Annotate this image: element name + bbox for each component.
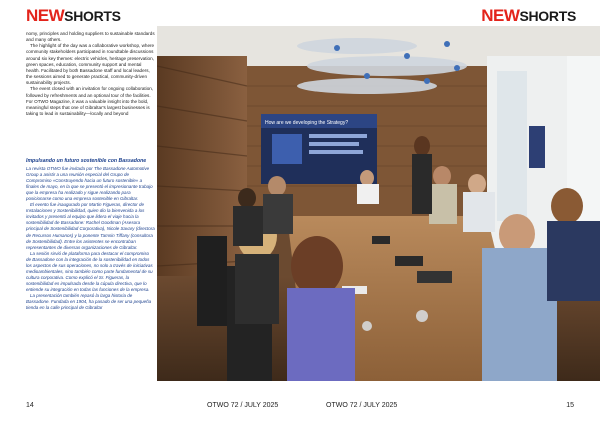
page-number-right: 15 bbox=[566, 402, 574, 409]
issue-label-right: OTWO 72 / JULY 2025 bbox=[326, 402, 398, 409]
spanish-article-column bbox=[26, 166, 155, 311]
english-article-column bbox=[26, 31, 155, 117]
spanish-paragraph: La revista OTWO fue invitada por The Bassadone Automotive Group a asistir a una reunión especial del Grupo de Compromiso «Construyendo hacia un futuro sostenible» a finales de mayo, en la que se presentó el impresionante trabajo que la empresa ha realizado y sigue realizando para posicionarse como una empresa sostenible en Gibraltar. bbox=[26, 166, 153, 202]
meeting-room-photo bbox=[157, 26, 600, 381]
page-number-left: 14 bbox=[26, 402, 34, 409]
spanish-paragraph: La presentación también repasó la larga historia de Bassadone. Fundada en 1904, ha pasado de ser una pequeña tienda en la calle principal de Gibraltar bbox=[26, 292, 152, 311]
newshorts-logo-right: NEWSHORTS bbox=[481, 6, 576, 25]
meeting-photo-illustration bbox=[157, 26, 600, 381]
english-paragraph: The highlight of the day was a collaborative workshop, where community stakeholders participated in roundtable discussions around six key themes: electric vehicles, heritage preservation, green spaces, education, community support and mental health. Facilitated by both Bassadone staff and local leaders, the sessions aimed to generate practical, community-driven sustainability projects. bbox=[26, 43, 155, 86]
spanish-paragraph: La sesión sirvió de plataforma para destacar el compromiso de Bassadone con la integración de la sostenibilidad en todos los aspectos de sus operaciones, no solo a través de iniciativas medioambientales, sino también como parte fundamental de su cultura corporativa. Como explicó el Sr. Figueras, la sostenibilidad es impulsada desde la cúpula directiva, que lo entiende su integración en todas las funciones de la empresa. bbox=[26, 250, 153, 292]
issue-label-left: OTWO 72 / JULY 2025 bbox=[207, 402, 279, 409]
spanish-article-title: Impulsando un futuro sostenible con Bassadone bbox=[26, 158, 147, 164]
english-paragraph: nomy, principles and holding suppliers to sustainable standards and many others. bbox=[26, 31, 155, 43]
english-paragraph: The event closed with an invitation for ongoing collaboration, followed by refreshments and an optional tour of the facilities. For OTWO Magazine, it was a valuable insight into the bold, meaningful steps that one of Gibraltar's largest businesses is taking to lead in sustainability—locally and beyond bbox=[26, 86, 154, 117]
presentation-screen-text: How are we developing the Strategy? bbox=[265, 120, 349, 126]
spanish-paragraph: El evento fue inaugurado por Martin Figueras, director de Instalaciones y Sostenibilidad, quien dio la bienvenida a los invitados y presentó al equipo que lidera el viaje hacia la sostenibilidad de Bassadone: Rachel Goodman (Asesora principal de Sostenibilidad Corporativa), Nicole Savary (directora de Recursos Humanos) y la ponente Tamsin Tiffany (consultora de Sostenibilidad). Entre los asistentes se encontraban representantes de diversas organizaciones de Gibraltar. bbox=[26, 202, 155, 250]
newshorts-logo-left: NEWSHORTS bbox=[26, 6, 121, 25]
